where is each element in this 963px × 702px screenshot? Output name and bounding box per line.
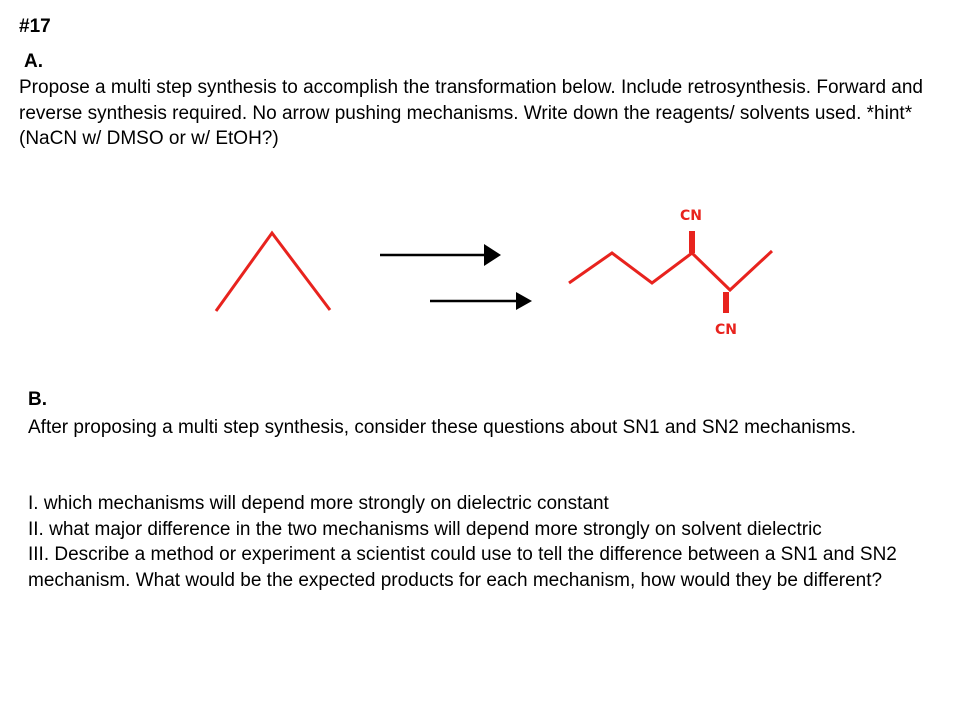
- problem-number: #17: [19, 16, 51, 37]
- question-1: I. which mechanisms will depend more strongly on dielectric constant: [28, 493, 609, 514]
- question-list: [28, 491, 953, 593]
- question-2: II. what major difference in the two mechanisms will depend more strongly on solvent dielectric: [28, 518, 822, 540]
- question-3: III. Describe a method or experiment a scientist could use to tell the difference between a SN1 and SN2 mechanism. What would be the expected products for each mechanism, how would they be different?: [28, 544, 903, 591]
- part-b-label: B.: [28, 389, 47, 410]
- second-arrow: [430, 292, 532, 310]
- product-structure: [569, 208, 772, 338]
- bottom-cn-label: CN: [715, 322, 737, 338]
- reaction-scheme: [0, 190, 963, 350]
- starting-material-structure: [216, 233, 330, 311]
- top-cn-label: CN: [680, 208, 702, 224]
- part-a-label: A.: [24, 51, 43, 72]
- forward-arrow: [380, 244, 501, 266]
- part-b-intro: After proposing a multi step synthesis, consider these questions about SN1 and SN2 mechanisms.: [28, 417, 856, 438]
- part-a-instructions: Propose a multi step synthesis to accomplish the transformation below. Include retrosynthesis. Forward and reverse synthesis required. No arrow pushing mechanisms. Write down the reagents/ solvents used. *hint* (NaCN w/ DMSO or w/ EtOH?): [19, 77, 929, 149]
